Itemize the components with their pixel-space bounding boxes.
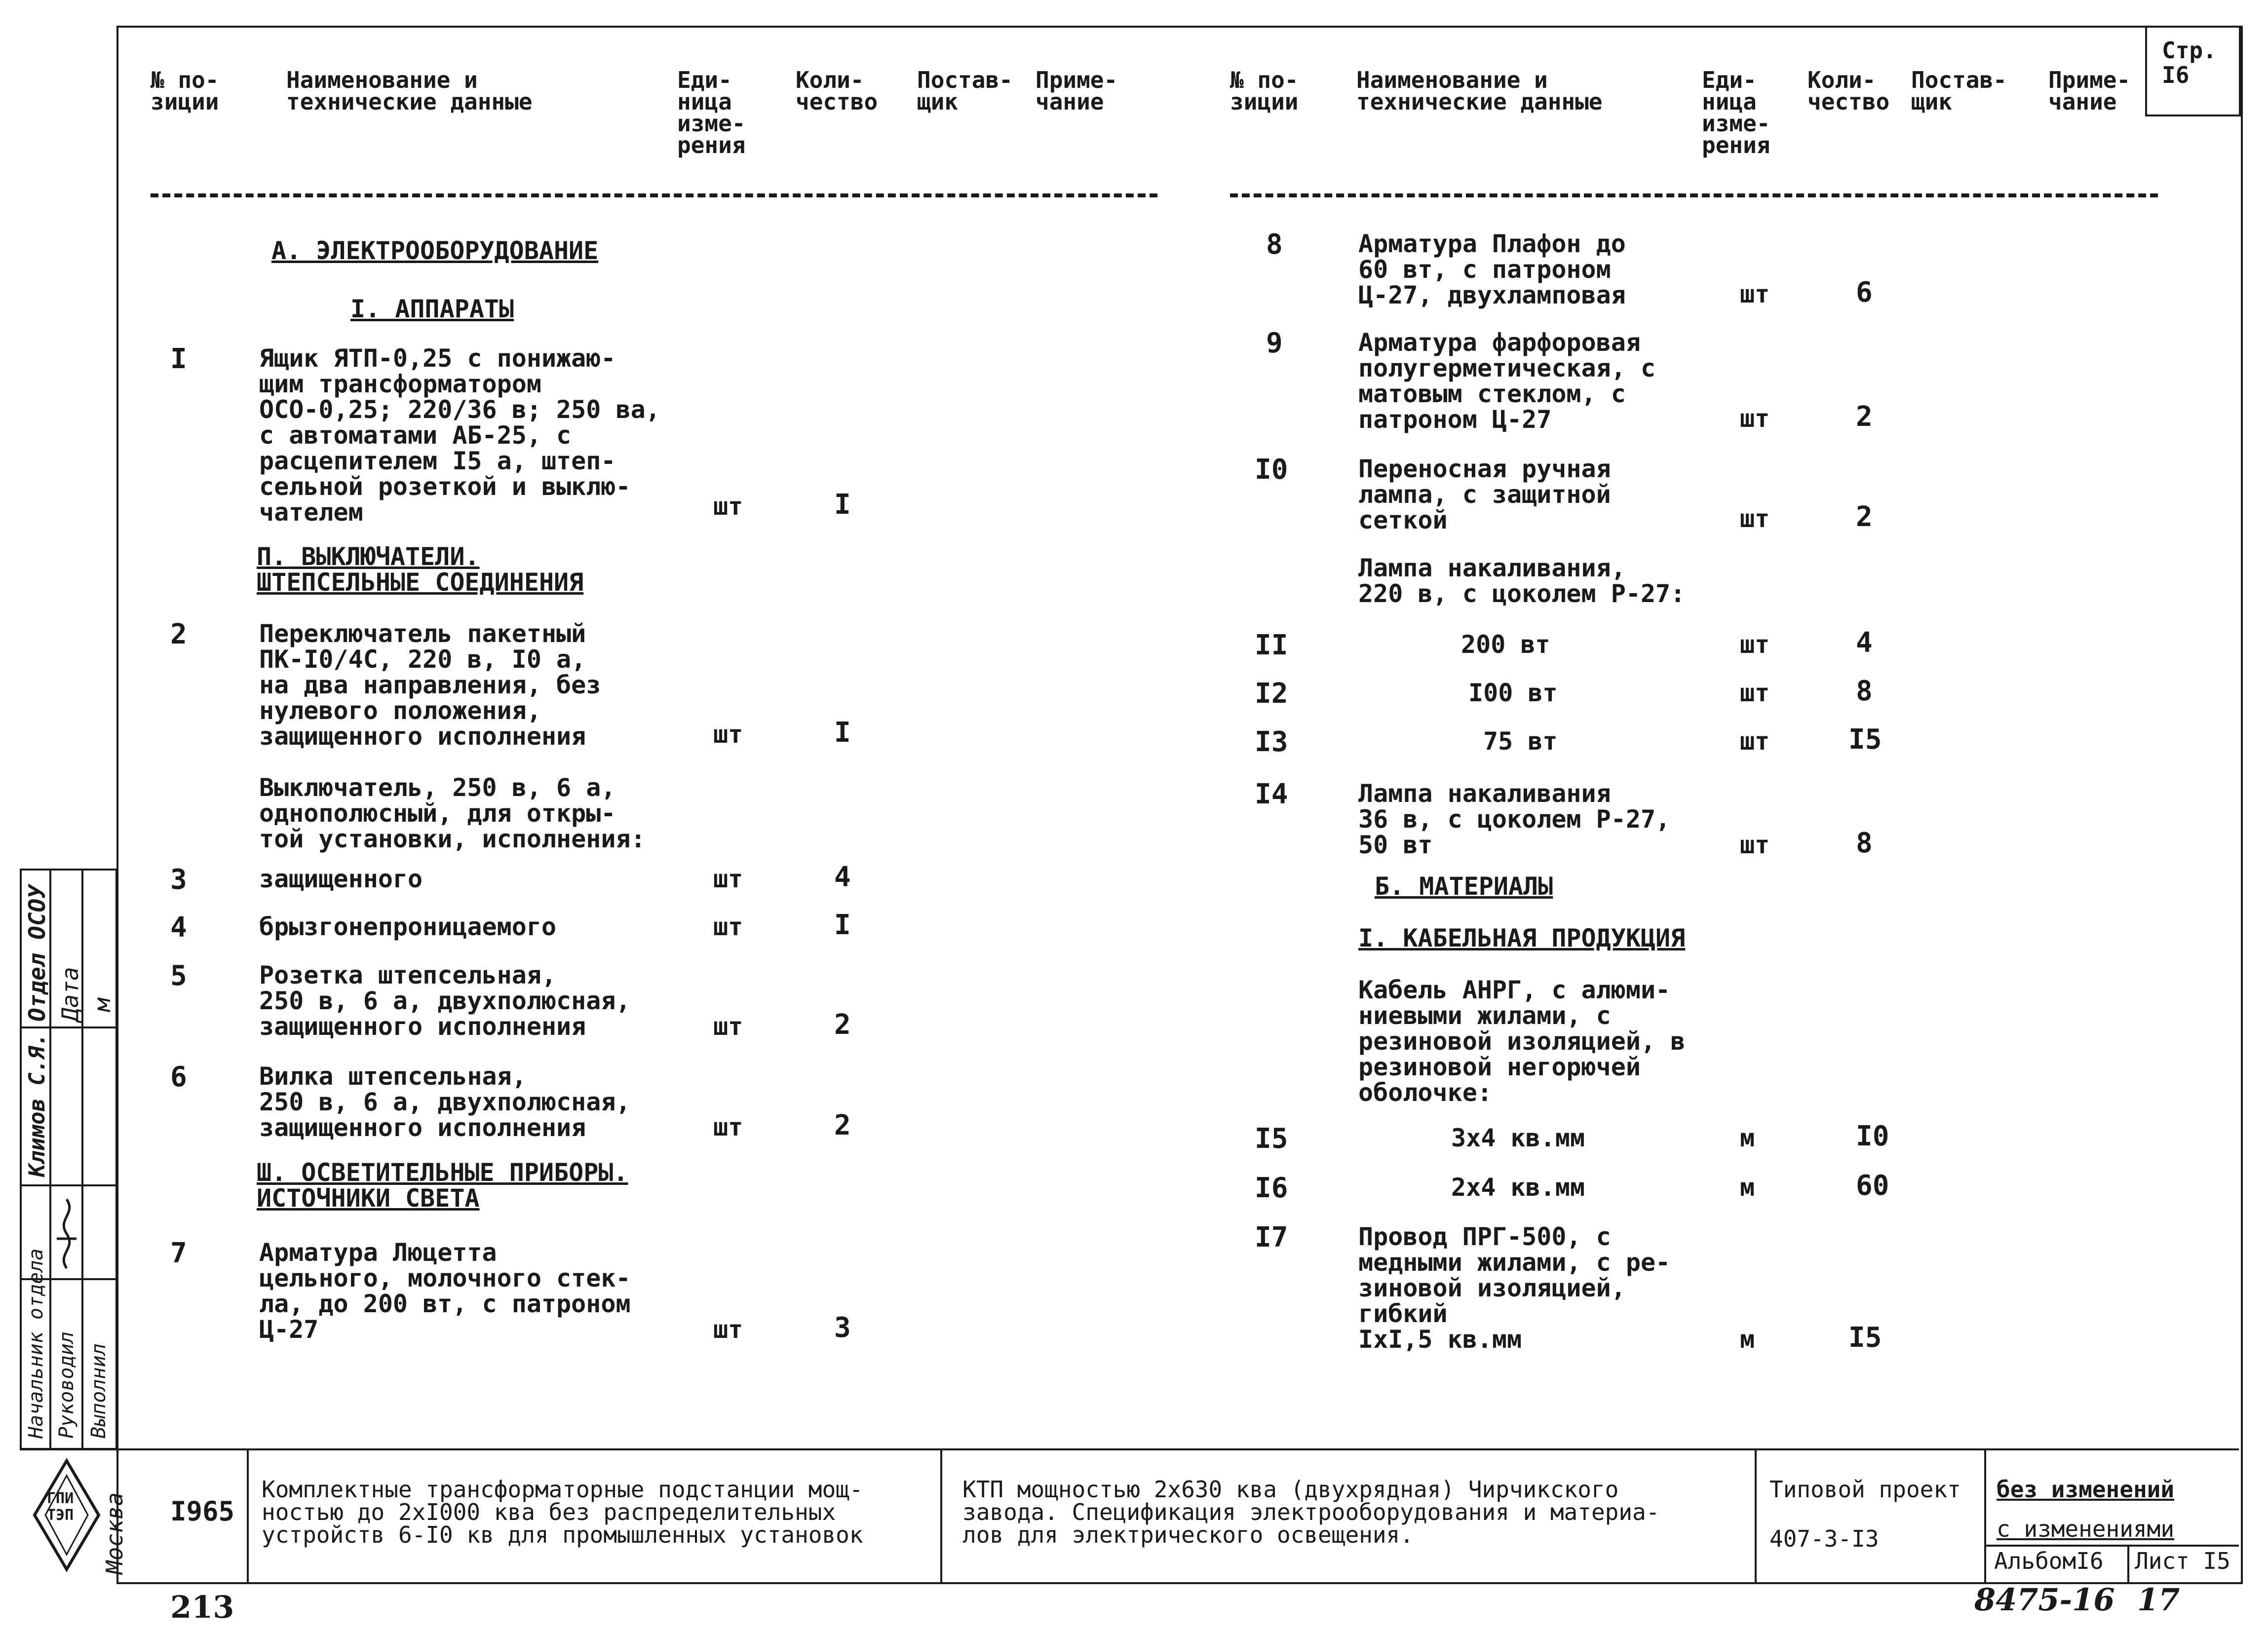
item-unit: шт bbox=[713, 912, 743, 941]
item-qty: I5 bbox=[1848, 723, 1882, 756]
page-label: Стр. bbox=[2162, 37, 2217, 64]
project-label: Типовой проект bbox=[1769, 1476, 1961, 1503]
section-materials: Б. МАТЕРИАЛЫ bbox=[1375, 872, 1553, 901]
item-unit: шт bbox=[713, 720, 743, 749]
item-unit: шт bbox=[713, 1012, 743, 1041]
stamp-name: Климов С.Я. bbox=[25, 1033, 50, 1177]
item-name: Вилка штепсельная, 250 в, 6 а, двухполюсная, защищенного исполнения bbox=[259, 1062, 631, 1142]
year: I965 bbox=[170, 1496, 235, 1527]
item-qty: I bbox=[834, 489, 851, 521]
item-pos: 9 bbox=[1266, 327, 1283, 359]
item-pos: 8 bbox=[1266, 228, 1283, 261]
item-unit: шт bbox=[1740, 404, 1770, 433]
item-pos: I7 bbox=[1255, 1221, 1288, 1253]
item-unit: шт bbox=[713, 865, 743, 893]
item-unit: шт bbox=[713, 1315, 743, 1344]
item-pos: I4 bbox=[1255, 778, 1288, 810]
header-note-left: Приме- чание bbox=[1036, 67, 1118, 115]
stamp-dept-label: Отдел ОСОУ bbox=[24, 885, 50, 1022]
title-block-divider bbox=[2127, 1545, 2129, 1582]
header-pos-left: № по- зиции bbox=[151, 67, 219, 115]
stamp-divider bbox=[20, 1026, 115, 1028]
header-qty-left: Коли- чество bbox=[796, 67, 878, 115]
item-name: Арматура Плафон до 60 вт, с патроном Ц-27, двухламповая bbox=[1358, 229, 1626, 309]
item-qty: 2 bbox=[1856, 401, 1873, 433]
item-qty: I bbox=[834, 909, 851, 941]
section-lighting: Ш. ОСВЕТИТЕЛЬНЫЕ ПРИБОРЫ. ИСТОЧНИКИ СВЕТА bbox=[257, 1158, 628, 1213]
section-apparatus: I. АППАРАТЫ bbox=[350, 295, 514, 323]
header-unit-left: Еди- ница изме- рения bbox=[677, 67, 746, 158]
item-name: Розетка штепсельная, 250 в, 6 а, двухполюсная, защищенного исполнения bbox=[259, 961, 631, 1041]
stamp-role: Руководил bbox=[55, 1331, 78, 1439]
section-switches: П. ВЫКЛЮЧАТЕЛИ. ШТЕПСЕЛЬНЫЕ СОЕДИНЕНИЯ bbox=[257, 542, 584, 597]
item-qty: 2 bbox=[834, 1009, 851, 1041]
header-unit-right: Еди- ница изме- рения bbox=[1702, 67, 1770, 158]
item-pos: 7 bbox=[170, 1237, 187, 1269]
lamp-group-label: Лампа накаливания, 220 в, с цоколем Р-27: bbox=[1358, 554, 1686, 608]
item-qty: 4 bbox=[834, 861, 851, 893]
item-unit: шт bbox=[1740, 831, 1770, 859]
header-separator-right bbox=[1230, 193, 2158, 197]
project-number: 407-3-I3 bbox=[1769, 1525, 1879, 1552]
item-qty: 60 bbox=[1856, 1170, 1889, 1202]
item-unit: шт bbox=[713, 1113, 743, 1141]
item-qty: I5 bbox=[1848, 1322, 1882, 1354]
header-name-right: Наименование и технические данные bbox=[1356, 67, 1603, 115]
item-pos: 5 bbox=[170, 960, 187, 992]
item-pos: 4 bbox=[170, 911, 187, 944]
item-name: 75 вт bbox=[1483, 727, 1558, 756]
item-pos: I2 bbox=[1255, 678, 1288, 710]
item-name: Лампа накаливания 36 в, с цоколем Р-27, 50 вт bbox=[1358, 779, 1671, 859]
stamp-date-label: Дата bbox=[57, 967, 83, 1022]
signature-icon bbox=[52, 1194, 81, 1273]
item-name: 3х4 кв.мм bbox=[1451, 1124, 1585, 1152]
item-qty: I bbox=[834, 717, 851, 749]
no-changes-label: без изменений bbox=[1997, 1476, 2175, 1503]
item-unit: м bbox=[1740, 1173, 1755, 1202]
item-unit: шт bbox=[1740, 679, 1770, 707]
item-name: I00 вт bbox=[1468, 679, 1558, 707]
footer-page-left: 213 bbox=[170, 1589, 234, 1625]
item-unit: шт bbox=[713, 492, 743, 521]
series-title: Комплектные трансформаторные подстанции мощ- ностью до 2хI000 ква без распределительных устройств 6-I0 кв для промышленных установок bbox=[262, 1476, 863, 1548]
logo-text: ГПИ ТЭП bbox=[47, 1490, 74, 1524]
header-pos-right: № по- зиции bbox=[1230, 67, 1299, 115]
item-name: 200 вт bbox=[1461, 630, 1550, 659]
header-note-right: Приме- чание bbox=[2048, 67, 2131, 115]
item-qty: 2 bbox=[834, 1109, 851, 1141]
footer-page-right: 17 bbox=[2137, 1582, 2180, 1618]
item-unit: шт bbox=[1740, 630, 1770, 659]
item-pos: I0 bbox=[1255, 454, 1288, 486]
item-name: Провод ПРГ-500, с медными жилами, с ре- зиновой изоляцией, гибкий IхI,5 кв.мм bbox=[1358, 1222, 1671, 1354]
item-pos: I bbox=[170, 343, 187, 375]
item-qty: 6 bbox=[1856, 276, 1873, 308]
item-pos: I3 bbox=[1255, 726, 1288, 758]
item-pos: 2 bbox=[170, 618, 187, 650]
stamp-role: Выполнил bbox=[87, 1343, 110, 1439]
item-name: Переносная ручная лампа, с защитной сеткой bbox=[1358, 455, 1611, 534]
stamp-divider bbox=[81, 869, 83, 1448]
title-block-divider bbox=[247, 1448, 249, 1582]
album-label: АльбомI6 bbox=[1994, 1548, 2104, 1574]
item-unit: м bbox=[1740, 1124, 1755, 1152]
sheet-label: Лист I5 bbox=[2135, 1548, 2230, 1574]
header-name-left: Наименование и технические данные bbox=[286, 67, 533, 115]
header-qty-right: Коли- чество bbox=[1807, 67, 1890, 115]
item-name: Переключатель пакетный ПК-I0/4С, 220 в, I0 а, на два направления, без нулевого положения, защищенного исполнения bbox=[259, 619, 601, 751]
item-qty: 4 bbox=[1856, 627, 1873, 659]
item-qty: 8 bbox=[1856, 827, 1873, 859]
header-supplier-left: Постав- щик bbox=[917, 67, 1013, 115]
archive-number: 8475-16 bbox=[1974, 1582, 2115, 1618]
item-unit: шт bbox=[1740, 727, 1770, 756]
item-qty: 3 bbox=[834, 1312, 851, 1344]
stamp-divider bbox=[20, 1184, 115, 1186]
sheet-title: КТП мощностью 2х630 ква (двухрядная) Чирчикского завода. Спецификация электрооборудования и материа- лов для электрического освещения. bbox=[962, 1476, 1660, 1548]
title-block-divider bbox=[1755, 1448, 1757, 1582]
item-name: Арматура фарфоровая полугерметическая, с матовым стеклом, с патроном Ц-27 bbox=[1358, 328, 1656, 434]
item-pos: I6 bbox=[1255, 1172, 1288, 1204]
item-name: Ящик ЯТП-0,25 с понижаю- щим трансформатором ОСО-0,25; 220/36 в; 250 ва, с автоматами АБ-25, с расцепителем I5 а, штеп- сельной розеткой и выклю- чателем bbox=[259, 344, 660, 527]
item-name: Арматура Люцетта цельного, молочного стек- ла, до 200 вт, с патроном Ц-27 bbox=[259, 1238, 631, 1344]
stamp-role: Начальник отдела bbox=[25, 1248, 47, 1439]
item-qty: I0 bbox=[1856, 1120, 1889, 1152]
item-unit: шт bbox=[1740, 280, 1770, 308]
item-qty: 2 bbox=[1856, 501, 1873, 533]
cable-group-label: Кабель АНРГ, с алюми- ниевыми жилами, с резиновой изоляцией, в резиновой негорючей оболочке: bbox=[1358, 976, 1686, 1107]
section-electrical-equipment: А. ЭЛЕКТРООБОРУДОВАНИЕ bbox=[271, 236, 599, 265]
city-label: Москва bbox=[101, 1492, 128, 1574]
title-block-top-line bbox=[20, 1448, 2239, 1450]
item-qty: 8 bbox=[1856, 675, 1873, 707]
item-unit: м bbox=[1740, 1325, 1755, 1354]
item-pos: 6 bbox=[170, 1061, 187, 1093]
title-block-divider bbox=[1984, 1545, 2239, 1547]
item-pos: II bbox=[1255, 629, 1288, 661]
item-name: защищенного bbox=[259, 865, 423, 893]
item-name: брызгонепроницаемого bbox=[259, 912, 557, 941]
title-block-divider bbox=[940, 1448, 942, 1582]
title-block-divider bbox=[1984, 1448, 1986, 1582]
item-name: 2х4 кв.мм bbox=[1451, 1173, 1585, 1202]
item-pos: I5 bbox=[1255, 1123, 1288, 1155]
switch-group-label: Выключатель, 250 в, 6 а, однополюсный, для откры- той установки, исполнения: bbox=[259, 773, 646, 853]
stamp-date-value: м bbox=[89, 998, 115, 1012]
item-unit: шт bbox=[1740, 504, 1770, 533]
header-supplier-right: Постав- щик bbox=[1911, 67, 2007, 115]
with-changes-label: с изменениями bbox=[1997, 1516, 2175, 1542]
item-pos: 3 bbox=[170, 864, 187, 896]
section-cable-products: I. КАБЕЛЬНАЯ ПРОДУКЦИЯ bbox=[1358, 924, 1686, 952]
header-separator-left bbox=[151, 193, 1157, 197]
page-number: I6 bbox=[2162, 62, 2190, 88]
